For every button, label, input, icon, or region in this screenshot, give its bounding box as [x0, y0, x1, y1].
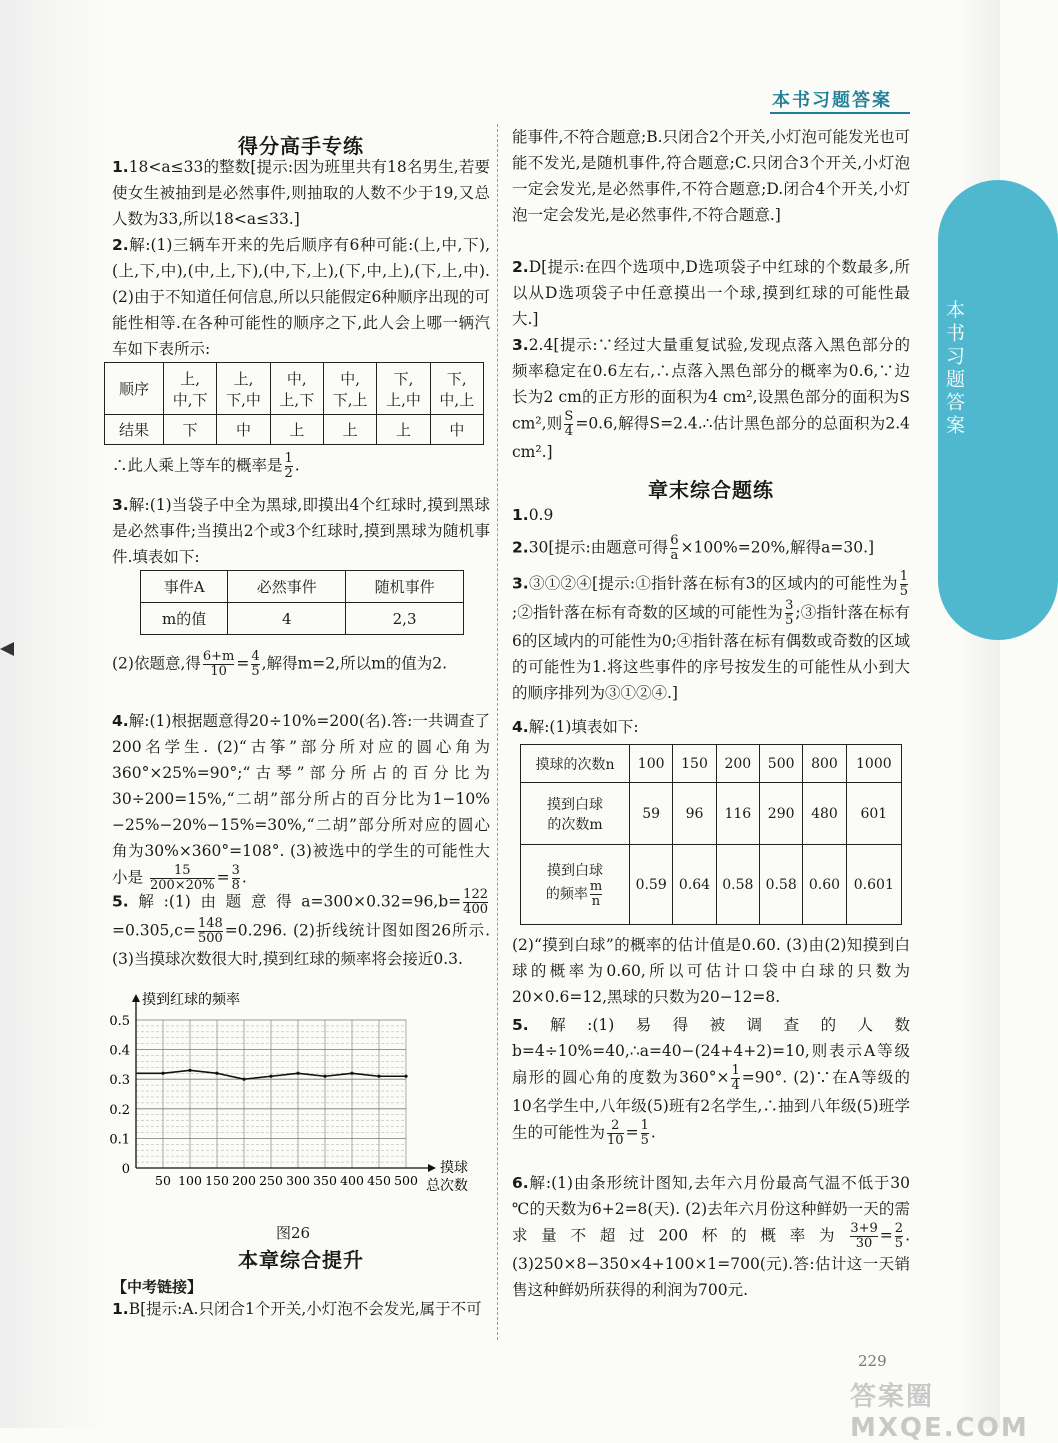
table-cell: 200 — [716, 745, 759, 783]
table-header: 随机事件 — [346, 571, 464, 603]
answer-r4: 4.解:(1)填表如下: — [512, 718, 639, 736]
margin-marker-icon — [0, 642, 14, 656]
answer-2-right: 2.D[提示:在四个选项中,D选项袋子中红球的个数最多,所以从D选项袋子中任意摸出一个球,摸到红球的可能性最大.] — [512, 258, 910, 328]
table-cell: 中, 上,下 — [270, 363, 323, 415]
x-tick-label: 300 — [286, 1173, 310, 1188]
fraction: $\frac{1}{5}$ — [640, 1118, 649, 1148]
table-cell: 800 — [803, 745, 846, 783]
frequency-line-chart — [110, 988, 490, 1216]
data-point — [350, 1072, 353, 1075]
answer-r3: 3.③①②④[提示:①指针落在标有3的区域内的可能性为 $\frac{1}{5}$ ;②指针落在标有奇数的区域的可能性为 $\frac{3}{5}$ ;③指针落在标有6的区域内的可能性为0;④指针落在标有偶数或奇数的区域的可能性为1.将这些事件的序号按发生的可能性从小到大的顺序排列为③①②④.] — [512, 569, 910, 702]
table-cell: 4 — [228, 603, 346, 635]
data-point — [242, 1078, 245, 1081]
table-cell: 0.59 — [630, 845, 673, 925]
x-axis-label: 摸球 — [440, 1160, 468, 1176]
table-cell: 59 — [630, 783, 673, 845]
table-cell: 1000 — [846, 745, 901, 783]
table-cell: 中, 下,上 — [323, 363, 376, 415]
table-header: 顺序 — [105, 363, 164, 415]
table-cell: 中 — [217, 415, 270, 445]
table-cell: 0.64 — [673, 845, 716, 925]
page-number: 229 — [858, 1352, 887, 1370]
x-tick-label: 400 — [340, 1173, 364, 1188]
table-cell: 500 — [759, 745, 802, 783]
fraction: $\frac{1}{4}$ — [731, 1063, 740, 1093]
header-rule — [770, 112, 910, 114]
answer-text: 解:(1)当袋子中全为黑球,即摸出4个红球时,摸到黑球是必然事件;当摸出2个或3个红球时,摸到黑球为随机事件.填表如下: — [112, 496, 490, 566]
table-header: 摸到白球 的频率 $\frac{m}{n}$ — [521, 845, 630, 925]
answer-3-right: 3.2.4[提示:∵经过大量重复试验,发现点落入黑色部分的频率稳定在0.6左右,∴点落入黑色部分的概率为0.6,∵边长为2 cm的正方形的面积为4 cm²,设黑色部分的面积为S cm²,则 $\frac{S}{4}$ =0.6,解得S=2.4.∴估计黑色部分的总面积为2.4 cm².] — [512, 336, 910, 461]
table-cell: 0.60 — [803, 845, 846, 925]
answer-2-conclusion: ∴此人乘上等车的概率是 $\frac{1}{2}$ . — [112, 451, 300, 481]
answer-3-part2: (2)依题意,得 $\frac{6+m}{10}$ = $\frac{4}{5}$ ,解得m=2,所以m的值为2. — [112, 649, 448, 679]
fraction: $\frac{3}{5}$ — [785, 598, 794, 628]
answer-5: 5.解:(1)由题意得a=300×0.32=96,b= $\frac{122}{400}$ =0.305,c= $\frac{148}{500}$ =0.296. (2)折线统计图如图26所示. (3)当摸球次数很大时,摸到红球的频率将会接近0.3. — [112, 887, 490, 968]
fraction: $\frac{S}{4}$ — [564, 409, 574, 439]
white-ball-table — [520, 744, 902, 925]
table-cell: 上, 中,下 — [164, 363, 217, 415]
table-header: 结果 — [105, 415, 164, 445]
fraction: $\frac{1}{2}$ — [284, 451, 293, 481]
table-cell: 下, 上,中 — [377, 363, 430, 415]
fraction: $\frac{4}{5}$ — [251, 649, 260, 679]
table-cell: 290 — [759, 783, 802, 845]
data-point — [269, 1075, 272, 1078]
data-point — [323, 1075, 326, 1078]
fraction: $\frac{6+m}{10}$ — [202, 649, 235, 679]
table-cell: 0.58 — [759, 845, 802, 925]
y-tick-label: 0.2 — [109, 1102, 130, 1118]
data-point — [161, 1072, 164, 1075]
answer-r2: 2.30[提示:由题意可得 $\frac{6}{a}$ ×100%=20%,解得a=30.] — [512, 533, 875, 563]
answer-link-1: 1.B[提示:A.只闭合1个开关,小灯泡不会发光,属于不可 — [112, 1300, 482, 1318]
x-axis-arrow-icon — [428, 1164, 436, 1172]
table-cell: 96 — [673, 783, 716, 845]
table-cell: 601 — [846, 783, 901, 845]
y-tick-label: 0.5 — [109, 1014, 130, 1029]
answer-number: 5. — [112, 892, 129, 911]
data-point — [377, 1075, 380, 1078]
fraction: $\frac{2}{5}$ — [894, 1221, 904, 1251]
y-tick-label: 0.4 — [109, 1043, 130, 1059]
table-cell: 中 — [430, 415, 483, 445]
table-cell: 0.58 — [716, 845, 759, 925]
fraction: $\frac{3}{8}$ — [231, 863, 240, 893]
table-cell: 100 — [630, 745, 673, 783]
answer-number: 2. — [112, 236, 129, 254]
fraction: $\frac{m}{n}$ — [589, 879, 603, 909]
answer-continued: 能事件,不符合题意;B.只闭合2个开关,小灯泡可能发光也可能不发光,是随机事件,符合题意;C.只闭合3个开关,小灯泡一定会发光,是必然事件,不符合题意;D.闭合4个开关,小灯泡一定会发光,是必然事件,不符合题意.] — [512, 128, 910, 224]
table-cell: 480 — [803, 783, 846, 845]
figure-caption: 图26 — [276, 1224, 311, 1242]
answer-number: 4. — [112, 712, 129, 730]
fraction: $\frac{15}{200\times 20\%}$ — [149, 863, 215, 893]
side-tab-label: 本书习题答案 — [943, 300, 965, 438]
x-tick-label: 200 — [232, 1173, 256, 1188]
page-edge-left — [0, 0, 108, 1428]
fraction: $\frac{2}{10}$ — [607, 1118, 624, 1148]
data-point — [404, 1075, 407, 1078]
fraction: $\frac{122}{400}$ — [463, 887, 488, 917]
table-header: 事件A — [141, 571, 228, 603]
answer-2 — [112, 232, 490, 362]
section-title: 本章综合提升 — [238, 1248, 364, 1272]
data-point — [188, 1069, 191, 1072]
order-table — [104, 362, 484, 445]
event-table — [140, 570, 464, 635]
table-cell: 116 — [716, 783, 759, 845]
table-cell: 下 — [164, 415, 217, 445]
x-tick-label: 350 — [313, 1173, 337, 1188]
section-title: 得分高手专练 — [238, 134, 364, 158]
answer-3 — [112, 492, 490, 570]
answer-r6: 6.解:(1)由条形统计图知,去年六月份最高气温不低于30 ℃的天数为6+2=8(天). (2)去年六月份这种鲜奶一天的需求量不超过200杯的概率为 $\frac{3+9}{30}$ = $\frac{2}{5}$ . (3)250×8−350×4+100×1=700(元).答:估计这一天销售这种鲜奶所获得的利润为700元. — [512, 1174, 910, 1299]
table-cell: 2,3 — [346, 603, 464, 635]
table-header: 摸球的次数n — [521, 745, 630, 783]
answer-r4-part2: (2)“摸到白球”的概率的估计值是0.60. (3)由(2)知摸到白球的概率为0.60,所以可估计口袋中白球的只数为20×0.6=12,黑球的只数为20−12=8. — [512, 936, 910, 1006]
x-tick-label: 250 — [259, 1173, 283, 1188]
table-cell: m的值 — [141, 603, 228, 635]
y-tick-label: 0.1 — [109, 1132, 130, 1148]
answer-1 — [112, 154, 490, 232]
table-header: 必然事件 — [228, 571, 346, 603]
answer-r5: 5.解:(1)易得被调查的人数b=4÷10%=40,∴a=40−(24+4+2)=10,则表示A等级扇形的圆心角的度数为360°× $\frac{1}{4}$ =90°. (2)∵在A等级的10名学生中,八年级(5)班有2名学生,∴抽到八年级(5)班学生的可能性为 $\frac{2}{10}$ = $\frac{1}{5}$ . — [512, 1016, 910, 1148]
x-tick-label: 100 — [178, 1173, 202, 1188]
section-title: 章末综合题练 — [648, 478, 774, 502]
fraction: $\frac{1}{5}$ — [899, 569, 908, 599]
watermark: 答案圈 MXQE.COM — [850, 1382, 1029, 1443]
exam-link-label: 【中考链接】 — [112, 1278, 203, 1296]
table-cell: 上 — [323, 415, 376, 445]
answer-text: 解:(1)根据题意得20÷10%=200(名).答:一共调查了200名学生. (2)“古筝”部分所对应的圆心角为360°×25%=90°;“古琴”部分所占的百分比为30÷200=15%,“二胡”部分所占的百分比为1−10%−25%−20%−15%=30%,“二胡”部分所对应的圆心角为30%×360°=108°. (3)被选中的学生的可能性大小是 — [112, 712, 490, 887]
column-divider — [497, 124, 498, 1340]
answer-r1: 1.0.9 — [512, 506, 554, 524]
answer-number: 1. — [112, 158, 129, 176]
data-point — [215, 1072, 218, 1075]
answer-number: 3. — [112, 496, 129, 514]
answer-text: 解:(1)三辆车开来的先后顺序有6种可能:(上,中,下),(上,下,中),(中,上,下),(中,下,上),(下,中,上),(下,上,中). (2)由于不知道任何信息,所以只能假定6种顺序出现的可能性相等.在各种可能性的顺序之下,此人会上哪一辆汽车如下表所示: — [112, 236, 490, 358]
table-header: 摸到白球 的次数m — [521, 783, 630, 845]
x-tick-label: 50 — [155, 1173, 171, 1188]
x-axis-label: 总次数 — [426, 1178, 468, 1194]
answer-4: 4.解:(1)根据题意得20÷10%=200(名).答:一共调查了200名学生. (2)“古筝”部分所对应的圆心角为360°×25%=90°;“古琴”部分所占的百分比为30÷200=15%,“二胡”部分所占的百分比为1−10%−25%−20%−15%=30%,“二胡”部分所对应的圆心角为30%×360°=108°. (3)被选中的学生的可能性大小是 $\frac{15}{200\times 20\%}$ = $\frac{3}{8}$ . — [112, 712, 490, 893]
y-axis-arrow-icon — [132, 994, 140, 1002]
table-cell: 下, 中,上 — [430, 363, 483, 415]
y-axis-label: 摸到红球的频率 — [142, 992, 240, 1008]
table-cell: 0.601 — [846, 845, 901, 925]
y-tick-label: 0 — [121, 1162, 130, 1177]
data-point — [296, 1072, 299, 1075]
fraction: $\frac{3+9}{30}$ — [850, 1221, 878, 1251]
fraction: $\frac{6}{a}$ — [670, 533, 679, 563]
table-cell: 上, 下,中 — [217, 363, 270, 415]
y-tick-label: 0.3 — [109, 1073, 130, 1089]
table-cell: 上 — [270, 415, 323, 445]
x-tick-label: 500 — [394, 1173, 418, 1188]
header-tag: 本书习题答案 — [772, 90, 892, 111]
answer-text: 18<a≤33的整数[提示:因为班里共有18名男生,若要使女生被抽到是必然事件,则抽取的人数不少于19,又总人数为33,所以18<a≤33.] — [112, 158, 490, 228]
table-cell: 150 — [673, 745, 716, 783]
fraction: $\frac{148}{500}$ — [197, 916, 223, 946]
x-tick-label: 150 — [205, 1173, 229, 1188]
table-cell: 上 — [377, 415, 430, 445]
x-tick-label: 450 — [367, 1173, 391, 1188]
